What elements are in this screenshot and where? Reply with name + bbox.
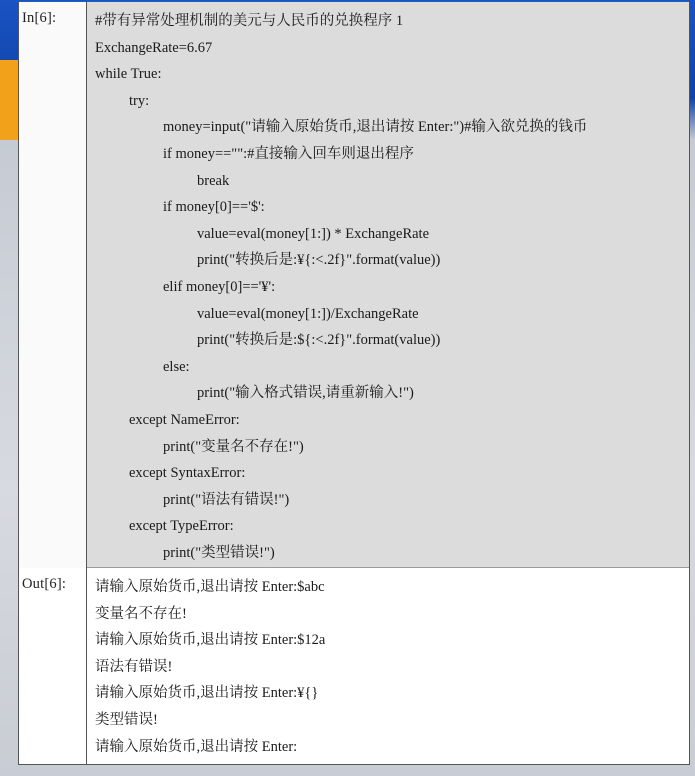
output-line: 请输入原始货币,退出请按 Enter:$abc: [95, 579, 325, 595]
output-line: 变量名不存在!: [95, 605, 187, 622]
code-line[interactable]: break: [197, 172, 230, 189]
output-line: 类型错误!: [95, 711, 158, 728]
code-line[interactable]: else:: [163, 358, 190, 375]
output-cell: [19, 568, 689, 764]
code-line[interactable]: except TypeError:: [129, 518, 234, 535]
code-line[interactable]: except SyntaxError:: [129, 465, 246, 482]
output-area: [87, 568, 689, 764]
output-line: 请输入原始货币,退出请按 Enter:¥{}: [95, 685, 319, 702]
input-cell[interactable]: [19, 2, 689, 568]
code-line[interactable]: money=input("请输入原始货币,退出请按 Enter:")#输入欲兑换的钱币: [163, 119, 588, 136]
code-editor[interactable]: [87, 2, 689, 568]
notebook-cells: [18, 1, 690, 765]
output-prompt: Out[6]:: [19, 568, 87, 764]
code-line[interactable]: print("类型错误!"): [163, 544, 275, 561]
background-accent: [0, 60, 20, 140]
output-line: 请输入原始货币,退出请按 Enter:$12a: [95, 632, 326, 649]
code-line[interactable]: #带有异常处理机制的美元与人民币的兑换程序 1: [95, 13, 404, 29]
code-line[interactable]: print("转换后是:${:<.2f}".format(value)): [197, 332, 441, 349]
code-line[interactable]: value=eval(money[1:])/ExchangeRate: [197, 305, 419, 322]
input-prompt: In[6]:: [19, 2, 87, 568]
code-line[interactable]: ExchangeRate=6.67: [95, 39, 213, 56]
code-line[interactable]: print("语法有错误!"): [163, 491, 290, 508]
code-line[interactable]: print("变量名不存在!"): [163, 438, 304, 455]
code-line[interactable]: value=eval(money[1:]) * ExchangeRate: [197, 225, 430, 242]
code-line[interactable]: if money[0]=='$':: [163, 199, 265, 216]
code-line[interactable]: try:: [129, 92, 150, 109]
code-line[interactable]: elif money[0]=='¥':: [163, 278, 276, 295]
code-line[interactable]: print("转换后是:¥{:<.2f}".format(value)): [197, 252, 441, 269]
output-line: 语法有错误!: [95, 658, 173, 675]
code-line[interactable]: while True:: [95, 66, 162, 83]
code-line[interactable]: if money=="":#直接输入回车则退出程序: [163, 145, 414, 162]
code-line[interactable]: except NameError:: [129, 411, 240, 428]
code-line[interactable]: print("输入格式错误,请重新输入!"): [197, 385, 414, 402]
output-line: 请输入原始货币,退出请按 Enter:: [95, 738, 298, 755]
